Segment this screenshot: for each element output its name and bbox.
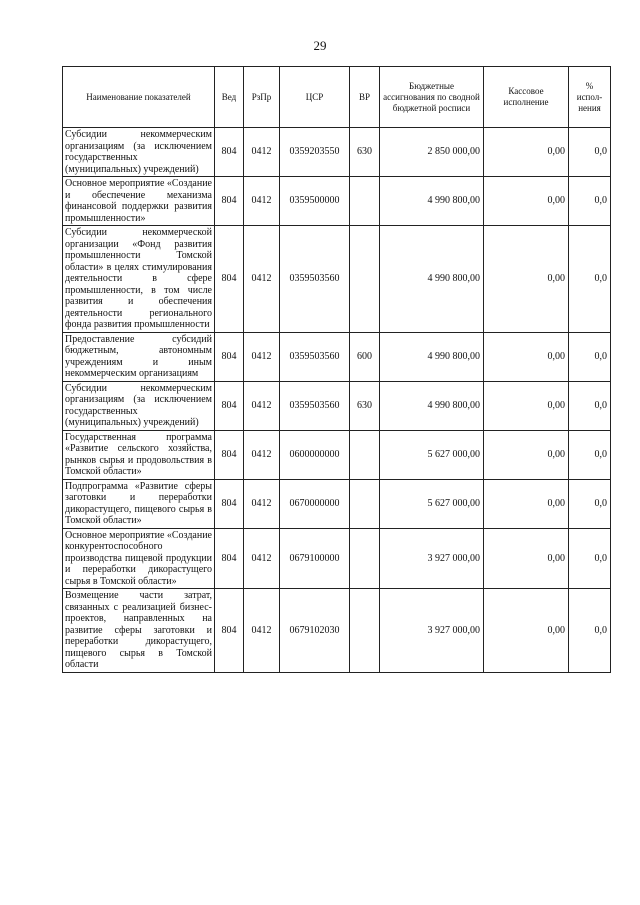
cell-csr: 0359503560 [280, 226, 350, 333]
cell-vr [350, 177, 380, 226]
cell-name: Основное мероприятие «Создание и обеспечение механизма финансовой поддержки развития промышленности» [63, 177, 215, 226]
cell-ved: 804 [215, 528, 244, 589]
cell-cash: 0,00 [484, 381, 569, 430]
cell-cash: 0,00 [484, 332, 569, 381]
cell-name: Субсидии некоммерческой организации «Фонд развития промышленности Томской области» в целях стимулирования деятельности в сфере промышленности, в том числе развития и обеспечения деятельности регионального фонда развития промышленности [63, 226, 215, 333]
cell-csr: 0600000000 [280, 430, 350, 479]
cell-name: Предоставление субсидий бюджетным, автономным учреждениям и иным некоммерческим организациям [63, 332, 215, 381]
cell-cash: 0,00 [484, 589, 569, 673]
cell-ved: 804 [215, 226, 244, 333]
budget-table [62, 66, 611, 673]
header-plan: Бюджетные ассигнования по сводной бюджетной росписи [380, 67, 484, 128]
cell-csr: 0359503560 [280, 332, 350, 381]
table-row [63, 430, 611, 479]
cell-pct: 0,0 [569, 332, 611, 381]
cell-csr: 0670000000 [280, 479, 350, 528]
header-cash: Кассовое исполнение [484, 67, 569, 128]
cell-csr: 0359500000 [280, 177, 350, 226]
cell-vr: 630 [350, 381, 380, 430]
cell-ved: 804 [215, 332, 244, 381]
cell-pct: 0,0 [569, 128, 611, 177]
cell-vr [350, 430, 380, 479]
cell-rzpr: 0412 [244, 332, 280, 381]
cell-ved: 804 [215, 177, 244, 226]
cell-rzpr: 0412 [244, 528, 280, 589]
cell-cash: 0,00 [484, 528, 569, 589]
cell-name: Основное мероприятие «Создание конкурентоспособного производства пищевой продукции и переработки дикорастущего сырья в Томской области» [63, 528, 215, 589]
cell-cash: 0,00 [484, 177, 569, 226]
cell-rzpr: 0412 [244, 589, 280, 673]
table-row [63, 177, 611, 226]
cell-plan: 4 990 800,00 [380, 332, 484, 381]
cell-plan: 4 990 800,00 [380, 177, 484, 226]
cell-vr: 600 [350, 332, 380, 381]
table-row [63, 381, 611, 430]
header-csr: ЦСР [280, 67, 350, 128]
cell-ved: 804 [215, 430, 244, 479]
cell-csr: 0359503560 [280, 381, 350, 430]
cell-rzpr: 0412 [244, 177, 280, 226]
header-vr: ВР [350, 67, 380, 128]
cell-cash: 0,00 [484, 128, 569, 177]
table-header-row [63, 67, 611, 128]
cell-csr: 0679100000 [280, 528, 350, 589]
cell-csr: 0359203550 [280, 128, 350, 177]
cell-plan: 3 927 000,00 [380, 589, 484, 673]
cell-name: Государственная программа «Развитие сельского хозяйства, рынков сырья и продовольствия в Томской области» [63, 430, 215, 479]
cell-csr: 0679102030 [280, 589, 350, 673]
cell-vr [350, 589, 380, 673]
cell-pct: 0,0 [569, 177, 611, 226]
cell-cash: 0,00 [484, 479, 569, 528]
cell-name: Субсидии некоммерческим организациям (за исключением государственных (муниципальных) учреждений) [63, 381, 215, 430]
cell-cash: 0,00 [484, 430, 569, 479]
cell-pct: 0,0 [569, 528, 611, 589]
cell-pct: 0,0 [569, 589, 611, 673]
table-row [63, 332, 611, 381]
table-row [63, 479, 611, 528]
cell-plan: 4 990 800,00 [380, 226, 484, 333]
table-row [63, 528, 611, 589]
cell-rzpr: 0412 [244, 430, 280, 479]
cell-ved: 804 [215, 128, 244, 177]
cell-vr [350, 226, 380, 333]
page-number: 29 [313, 38, 327, 53]
header-ved: Вед [215, 67, 244, 128]
table-row [63, 226, 611, 333]
cell-cash: 0,00 [484, 226, 569, 333]
cell-rzpr: 0412 [244, 479, 280, 528]
cell-pct: 0,0 [569, 226, 611, 333]
cell-vr: 630 [350, 128, 380, 177]
cell-plan: 5 627 000,00 [380, 479, 484, 528]
cell-vr [350, 528, 380, 589]
table-row [63, 589, 611, 673]
header-name: Наименование показателей [63, 67, 215, 128]
cell-ved: 804 [215, 479, 244, 528]
cell-pct: 0,0 [569, 381, 611, 430]
cell-ved: 804 [215, 589, 244, 673]
table-row [63, 128, 611, 177]
cell-ved: 804 [215, 381, 244, 430]
header-rzpr: РзПр [244, 67, 280, 128]
cell-name: Подпрограмма «Развитие сферы заготовки и переработки дикорастущего, пищевого сырья в Томской области» [63, 479, 215, 528]
cell-pct: 0,0 [569, 479, 611, 528]
cell-pct: 0,0 [569, 430, 611, 479]
cell-vr [350, 479, 380, 528]
cell-plan: 3 927 000,00 [380, 528, 484, 589]
table-body [63, 128, 611, 673]
cell-plan: 2 850 000,00 [380, 128, 484, 177]
cell-rzpr: 0412 [244, 128, 280, 177]
cell-rzpr: 0412 [244, 226, 280, 333]
cell-plan: 4 990 800,00 [380, 381, 484, 430]
cell-plan: 5 627 000,00 [380, 430, 484, 479]
cell-rzpr: 0412 [244, 381, 280, 430]
header-pct: % испол-нения [569, 67, 611, 128]
cell-name: Возмещение части затрат, связанных с реализацией бизнес-проектов, направленных на развитие сферы заготовки и переработки дикорастущего, пищевого сырья в Томской области [63, 589, 215, 673]
cell-name: Субсидии некоммерческим организациям (за исключением государственных (муниципальных) учреждений) [63, 128, 215, 177]
